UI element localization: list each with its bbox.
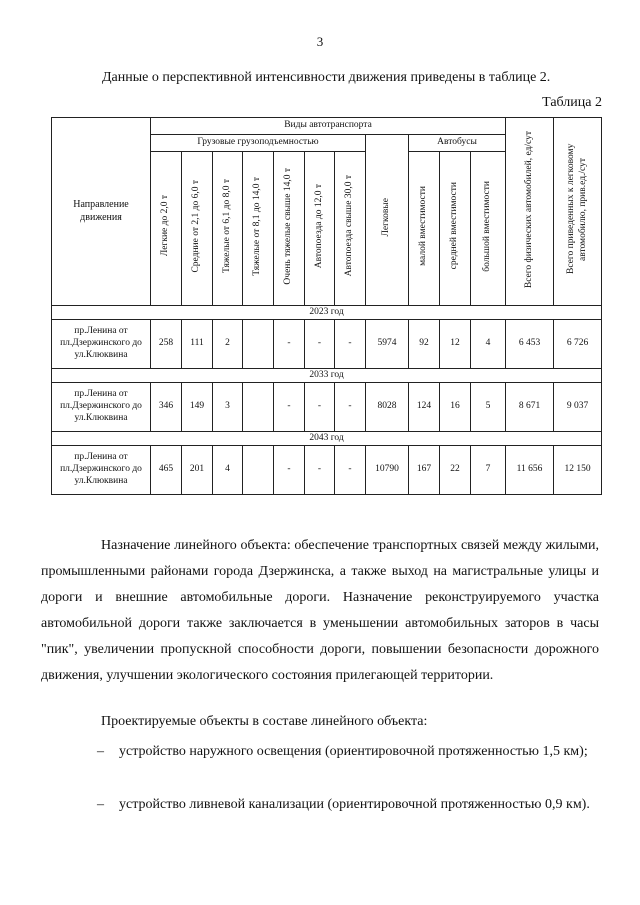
value-cell: 92 [409,320,440,369]
value-cell: 124 [409,383,440,432]
intro-text: Данные о перспективной интенсивности движения приведены в таблице 2. [102,70,551,85]
value-cell: - [305,446,335,495]
header-truck-6 [305,152,335,306]
bus-label: большой вместимости [482,180,493,272]
value-cell [243,320,274,369]
value-cell: - [305,320,335,369]
value-cell: 167 [409,446,440,495]
value-cell: 465 [151,446,182,495]
value-cell: 12 150 [554,446,602,495]
value-cell [243,383,274,432]
list-dash: – [97,797,104,812]
value-cell: 4 [213,446,243,495]
value-cell: 11 656 [506,446,554,495]
header-truck-7 [335,152,366,306]
value-cell: 2 [213,320,243,369]
value-cell: 6 726 [554,320,602,369]
header-bus-3 [471,152,506,306]
value-cell: 22 [440,446,471,495]
value-cell: 149 [182,383,213,432]
value-cell: 346 [151,383,182,432]
header-bus-2 [440,152,471,306]
value-cell: - [274,383,305,432]
value-cell: 7 [471,446,506,495]
value-cell: 5 [471,383,506,432]
direction-cell: пр.Ленина от пл.Дзержинского до ул.Клюквина [52,383,151,432]
truck-label: Легкие до 2,0 т [160,195,171,257]
year-row-label: 2043 год [52,432,602,446]
truck-label: Тяжелые от 8,1 до 14,0 т [252,176,263,276]
value-cell: 12 [440,320,471,369]
header-truck-3 [213,152,243,306]
cars-label: Легковые [381,198,392,237]
table-row [52,383,602,432]
value-cell: - [335,446,366,495]
value-cell: - [335,320,366,369]
value-cell: 3 [213,383,243,432]
header-trucks: Грузовые грузоподъемностью [151,135,366,152]
header-total-physical [506,118,554,306]
header-truck-4 [243,152,274,306]
value-cell: - [274,446,305,495]
traffic-table [51,117,602,495]
value-cell: 201 [182,446,213,495]
value-cell: - [305,383,335,432]
value-cell: 8 671 [506,383,554,432]
header-truck-5 [274,152,305,306]
truck-label: Очень тяжелые свыше 14,0 т [283,167,294,285]
bus-label: малой вместимости [418,186,429,266]
value-cell: 111 [182,320,213,369]
header-bus-1 [409,152,440,306]
value-cell: - [274,320,305,369]
value-cell: 6 453 [506,320,554,369]
header-buses: Автобусы [409,135,506,152]
paragraph-purpose: Назначение линейного объекта: обеспечение транспортных связей между жилыми, промышленными районами города Дзержинска, а также выход на магистральные улицы и дороги и внешние автомобильные дороги. Назначение реконструируемого участка автомобильной дороги также заключается в уменьшении автомобильных заторов в часы "пик", увеличении пропускной способности дороги, повышении безопасности дорожного движения, улучшении экологического состояния прилегающей территории. [41,538,599,683]
year-row [52,369,602,383]
page-number: 3 [316,34,324,49]
year-row [52,306,602,320]
year-row-label: 2033 год [52,369,602,383]
list-dash: – [97,744,104,759]
direction-cell: пр.Ленина от пл.Дзержинского до ул.Клюквина [52,446,151,495]
truck-label: Автопоезда до 12,0 т [313,183,324,269]
header-vehicle-types: Виды автотранспорта [151,118,506,135]
year-row-label: 2023 год [52,306,602,320]
value-cell: 4 [471,320,506,369]
table-caption: Таблица 2 [542,95,602,110]
list-item [41,739,599,765]
value-cell: 5974 [366,320,409,369]
truck-label: Средние от 2,1 до 6,0 т [191,179,202,273]
truck-label: Тяжелые от 6,1 до 8,0 т [221,179,232,274]
value-cell [243,446,274,495]
total-reduced-label: Всего приведенных к легковому автомобилю, прив.ед./сут [565,143,588,275]
table-row [52,446,602,495]
value-cell: - [335,383,366,432]
value-cell: 16 [440,383,471,432]
table-row [52,320,602,369]
paragraph-objects: Проектируемые объекты в составе линейного объекта: [101,714,428,729]
header-truck-1 [151,152,182,306]
direction-cell: пр.Ленина от пл.Дзержинского до ул.Клюквина [52,320,151,369]
list-item-text: устройство наружного освещения (ориентировочной протяженностью 1,5 км); [119,744,588,759]
value-cell: 8028 [366,383,409,432]
bus-label: средней вместимости [449,182,460,270]
table-body [52,306,602,495]
list-item-text: устройство ливневой канализации (ориентировочной протяженностью 0,9 км). [119,797,590,812]
year-row [52,432,602,446]
value-cell: 10790 [366,446,409,495]
value-cell: 9 037 [554,383,602,432]
header-direction: Направление движения [52,118,151,306]
header-truck-2 [182,152,213,306]
list-item [41,792,599,818]
value-cell: 258 [151,320,182,369]
total-physical-label: Всего физических автомобилей, ед/сут [523,130,534,288]
header-cars [366,135,409,306]
header-total-reduced [554,118,602,306]
truck-label: Автопоезда свыше 30,0 т [344,175,355,277]
